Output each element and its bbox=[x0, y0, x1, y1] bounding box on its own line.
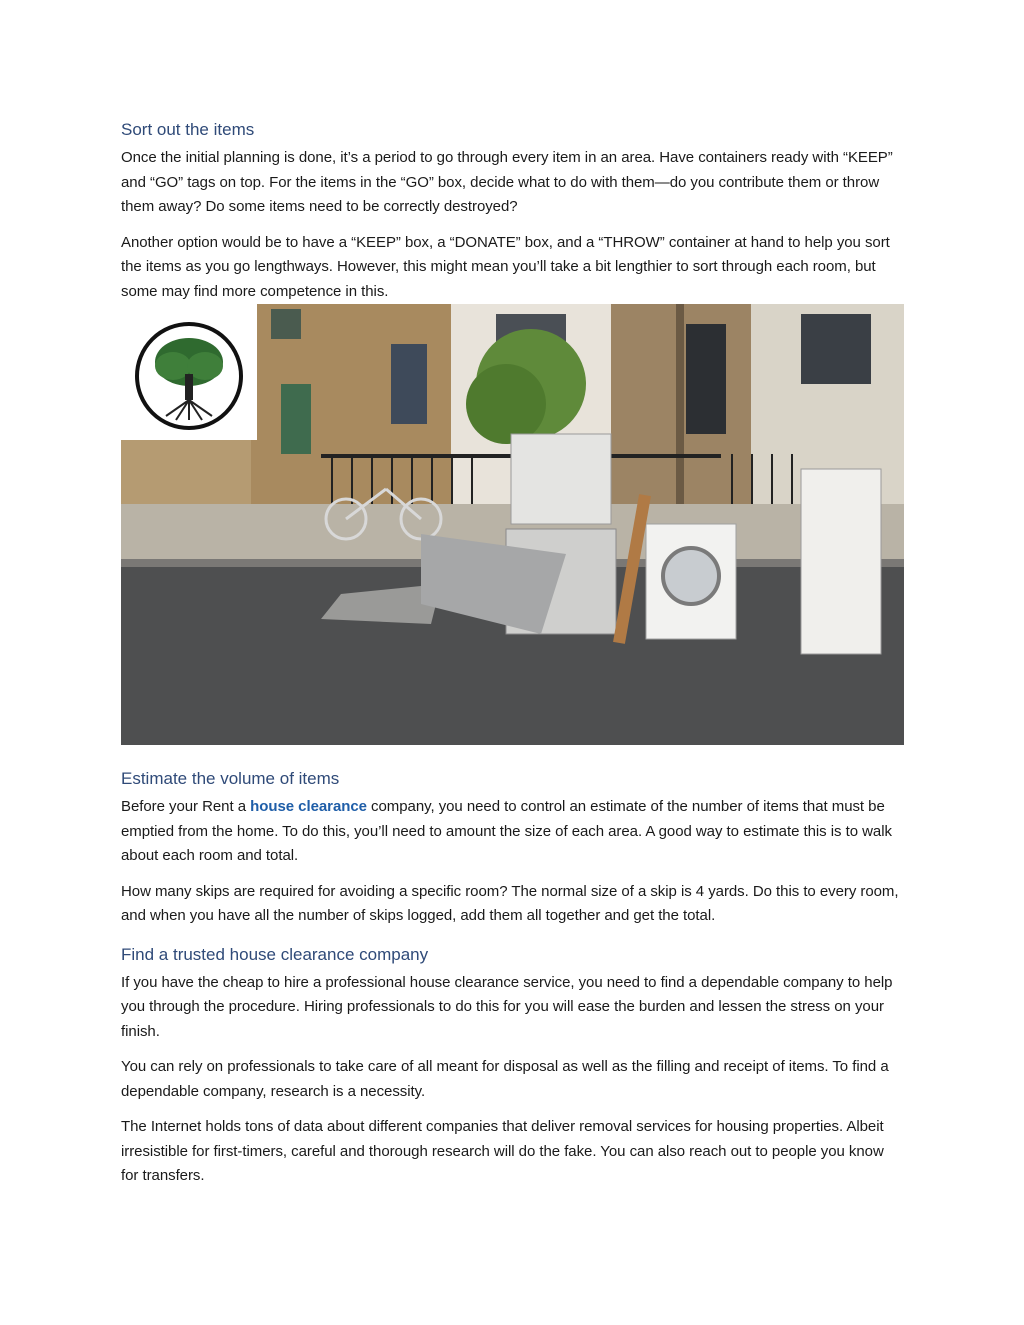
heading-find-company: Find a trusted house clearance company bbox=[121, 944, 429, 964]
estimate-text-before: Before your Rent a bbox=[121, 798, 251, 815]
paragraph-sort-1: Once the initial planning is done, it’s a period to go through every item in an area. Have containers ready with “KEEP” and “GO” tags on top. For the items in the “GO” box, decide what to do with them—do you contribute them or throw them away? Do some items need to be correctly destroyed? bbox=[121, 149, 893, 215]
paragraph-find-3: The Internet holds tons of data about different companies that deliver removal services for housing properties. Albeit irresistible for first-timers, careful and thorough research will do the fake. You can also reach out to people you know for transfers. bbox=[121, 1118, 884, 1184]
heading-sort-out-items: Sort out the items bbox=[121, 120, 255, 139]
document-page bbox=[121, 118, 905, 1200]
paragraph-sort-2: Another option would be to have a “KEEP” box, a “DONATE” box, and a “THROW” container at hand to help you sort the items as you go lengthways. However, this might mean you’ll take a bit lengthier to sort through each room, but some may find more competence in this. bbox=[121, 233, 890, 300]
heading-estimate-volume: Estimate the volume of items bbox=[121, 769, 340, 788]
junk-on-street-photo bbox=[121, 304, 904, 745]
tree-logo-icon bbox=[121, 304, 257, 440]
house-clearance-link[interactable]: house clearance bbox=[250, 798, 367, 815]
paragraph-estimate-2: How many skips are required for avoiding a specific room? The normal size of a skip is 4 yards. Do this to every room, and when you have all the number of skips logged, add them all together and get the total. bbox=[121, 882, 899, 924]
estimate-text-after: company, you need to control an estimate of the number of items that must be emptied from the home. To do this, you’ll need to amount the size of each area. A good way to estimate this is to walk about each room and total. bbox=[121, 798, 892, 864]
paragraph-find-1: If you have the cheap to hire a professional house clearance service, you need to find a dependable company to help you through the procedure. Hiring professionals to do this for you will ease the burden and lessen the stress on your finish. bbox=[121, 973, 893, 1040]
paragraph-estimate-1 bbox=[121, 795, 905, 869]
clearthelot-logo bbox=[121, 304, 257, 440]
paragraph-find-2: You can rely on professionals to take care of all meant for disposal as well as the filling and receipt of items. To find a dependable company, research is a necessity. bbox=[121, 1058, 889, 1100]
